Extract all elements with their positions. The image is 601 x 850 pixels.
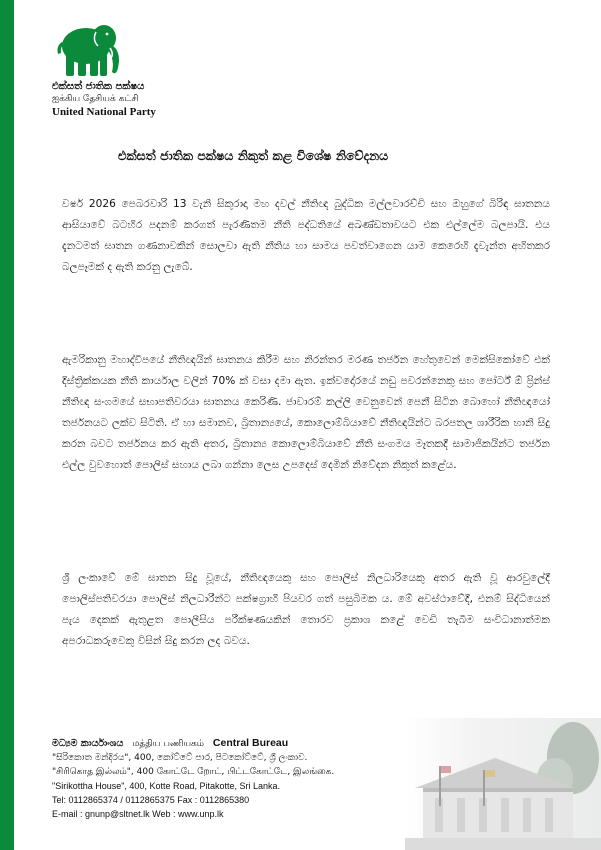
party-name-sinhala: එක්සත් ජාතික පක්ෂය (52, 81, 145, 92)
paragraph-3: ශ්‍රී ලංකාවේ මේ ඝාතන සිදු වූයේ, නීතිඥයෙකු සහ පොලිස් නිලධාරියෙකු අතර ඇති වූ ආරවුලේදී පොලිස්පතිවරයා පොලිස් නිලධාරීන්ට පක්ෂග්‍රාහී පියවර ගත් පසුබිමක ය. මේ අවස්ථාවේදී, එනම් සිද්ධියෙන් පැය දෙකක් ඇතුළත පොලීසිය පරීක්ෂණයකින් තොරව ප්‍රකාශ කළේ වෙඩි තැබීම සංවිධානාත්මක අපරාධකරුවෙකු විසින් සිදු කරන ලද බවය. (62, 572, 550, 647)
office-label-english: Central Bureau (212, 737, 289, 749)
address-tamil: "சிரிகொத இல்லம்", 400 கோட்டே றோட், பிட்டகோட்டே, இலங்கை. (52, 767, 335, 777)
paragraph-1: වර්ෂ 2026 පෙබරවාරි 13 වැනි සිකුරාදා මහ දවල් නීතිඥ බුද්ධික මල්ලවාරච්චි සහ ඔහුගේ බිරිඳ ඝාතනය ආසියාවේ බටහිර පදනම් කරගත් පැරණිතම නීති පද්ධතියේ අඛණ්ඩතාවයට එක එල්ලේම බලපායි. එය දැනටමත් ඝාතන ගණනාවකින් සොලවා ඇති නීතිය හා සාමය පවත්වාගෙන යාම කෙරෙහි දැවැන්ත අහිතකර බලපෑමක් ද ඇති කරනු ලැබේ. (62, 198, 550, 273)
document-title: එක්සත් ජාතික පක්ෂය නිකුත් කළ විශේෂ නිවේදනය (118, 148, 389, 163)
party-name-english: United National Party (52, 106, 156, 118)
email-web-line: E-mail : gnunp@sltnet.lk Web : www.unp.lk (52, 809, 224, 819)
office-label-tamil: மத்திய பணியகம் (132, 739, 205, 749)
phone-fax-line: Tel: 0112865374 / 0112865375 Fax : 0112865380 (52, 795, 250, 805)
office-label-sinhala: මධ්‍යම කාර්යාංශය (52, 738, 124, 749)
headquarters-building-image (405, 718, 601, 850)
address-english: "Sirikottha House", 400, Kotte Road, Pitakotte, Sri Lanka. (52, 781, 281, 791)
elephant-icon (52, 16, 124, 80)
party-name-tamil: ஐக்கிய தேசியக் கட்சி (52, 94, 139, 104)
paragraph-2: ඇමරිකානු මහාද්වීපයේ නීතිඥයින් ඝාතනය කිරීම සහ නිරන්තර මරණ තර්ජන හේතුවෙන් මෙක්සිකෝවේ එක් දිස්ත්‍රික්කයක නීති කාර්යාල වලින් 70% ක් වසා දමා ඇත. ඉක්වදෝරයේ නඩු පවරන්නෙකු සහ පෝර්ට් ඕ ප්‍රින්ස් නීතිඥ සංගමයේ සභාපතිවරයා ඝාතනය කෙරිණි. ජාවාරම් කල්ලි වෙනුවෙන් පෙනී සිටින බොහෝ නීතිඥයෝ තර්ජනයට ලක්ව සිටිති. ඒ හා සමානව, බ්‍රිතාන්‍යයේ, කොලොම්බියාවේ නීතිඥයින්ට බරපතල ශාරීරික හානි සිදු කරන බවට තර්ජනය කර ඇති අතර, බ්‍රිතාන්‍ය කොලොම්බියාවේ නීති සංගමය මෑතකදී සාමාජිකයින්ට තර්ජන එල්ල වුවහොත් පොලිස් සහාය ලබා ගන්නා ලෙස උපදෙස් දෙමින් නිවේදන නිකුත් කළේය. (62, 354, 550, 471)
brand-green-bar (0, 0, 14, 850)
footer-office-labels (52, 736, 422, 751)
address-sinhala: "සිරිකොත මන්දිරය", 400, කෝට්ටේ පාර, පිටකෝට්ටේ, ශ්‍රී ලංකාව. (52, 753, 308, 763)
footer-contact-block (52, 736, 422, 821)
